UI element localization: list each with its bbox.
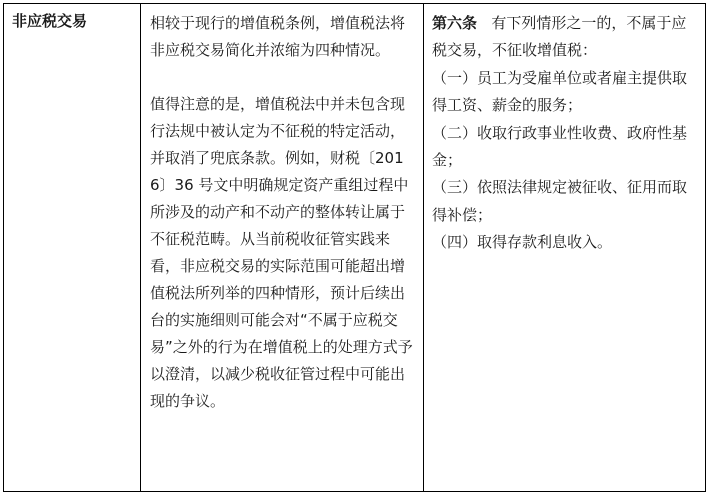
article-item-2: （二）收取行政事业性收费、政府性基金； xyxy=(432,123,688,170)
term-cell xyxy=(4,4,141,491)
explanation-paragraph-2: 值得注意的是，增值税法中并未包含现行法规中被认定为不征税的特定活动，并取消了兜底条款。例如，财税〔2016〕36 号文中明确规定资产重组过程中所涉及的动产和不动产的整体转让属于不征税范畴。从当前税收征管实践来看，非应税交易的实际范围可能超出增值税法所列举的四种情形，预计后续出台的实施细则可能会对“不属于应税交易”之外的行为在增值税上的处理方式予以澄清，以减少税收征管过程中可能出现的争议。 xyxy=(150,95,413,410)
article-intro: 有下列情形之一的，不属于应税交易，不征收增值税： xyxy=(432,14,687,60)
article-title: 第六条 xyxy=(432,14,478,32)
term-label: 非应税交易 xyxy=(12,12,88,30)
paragraph-gap xyxy=(150,64,415,91)
law-text-cell xyxy=(424,4,705,491)
article-item-4: （四）取得存款利息收入。 xyxy=(432,233,613,252)
article-item-3: （三）依照法律规定被征收、征用而取得补偿； xyxy=(432,178,688,224)
explanation-paragraph-1: 相较于现行的增值税条例，增值税法将非应税交易简化并浓缩为四种情况。 xyxy=(150,14,406,59)
explanation-cell xyxy=(141,4,424,491)
article-heading xyxy=(432,10,697,65)
comparison-table xyxy=(3,3,706,492)
article-item-1: （一）员工为受雇单位或者雇主提供取得工资、薪金的服务； xyxy=(432,68,688,115)
